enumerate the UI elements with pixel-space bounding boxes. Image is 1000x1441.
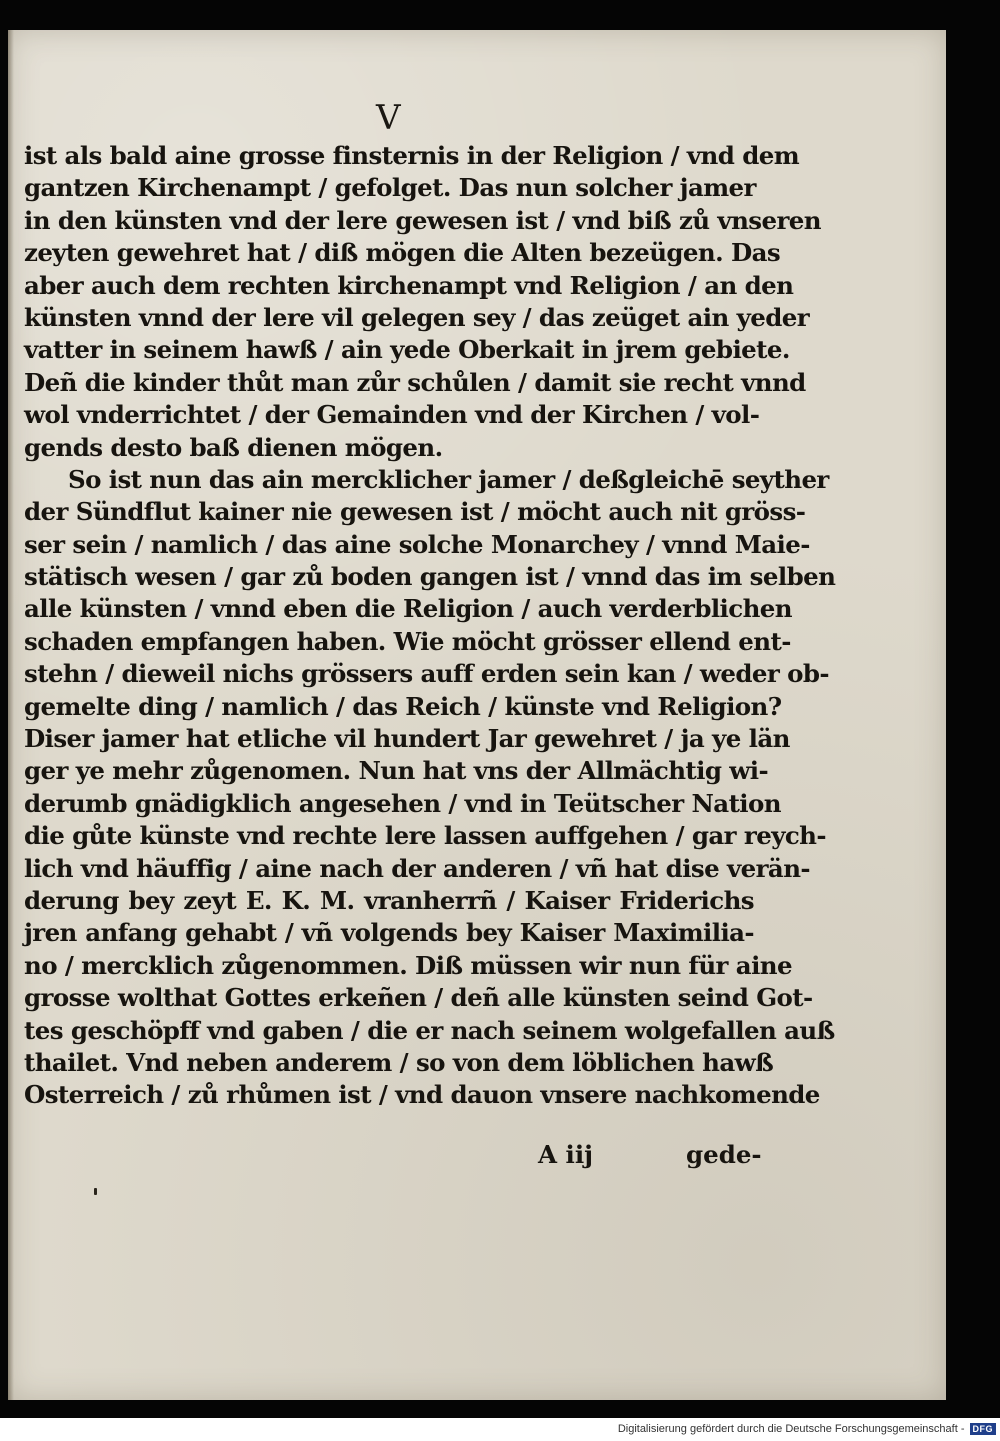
text-line: wol vnderrichtet / der Gemainden vnd der Kirchen / vol- bbox=[24, 400, 760, 430]
text-line: tes geschöpff vnd gaben / die er nach seinem wolgefallen auß bbox=[24, 1015, 835, 1045]
text-line: grosse wolthat Gottes erkeñen / deñ alle künsten seind Got- bbox=[24, 983, 813, 1013]
text-line: thailet. Vnd neben anderem / so von dem löblichen hawß bbox=[24, 1047, 774, 1077]
text-line: die gůte künste vnd rechte lere lassen auffgehen / gar reych- bbox=[24, 821, 826, 851]
text-line: Osterreich / zů rhůmen ist / vnd dauon vnsere nachkomende bbox=[24, 1080, 820, 1110]
text-line: aber auch dem rechten kirchenampt vnd Religion / an den bbox=[24, 270, 794, 300]
text-line: Diser jamer hat etliche vil hundert Jar gewehret / ja ye län bbox=[24, 724, 790, 754]
dfg-logo: DFG bbox=[970, 1423, 997, 1435]
text-line: Deñ die kinder thůt man zůr schůlen / damit sie recht vnnd bbox=[24, 367, 806, 397]
text-line: schaden empfangen haben. Wie möcht grösser ellend ent- bbox=[24, 626, 791, 656]
text-line: in den künsten vnd der lere gewesen ist / vnd biß zů vnseren bbox=[24, 205, 821, 235]
book-page bbox=[8, 30, 946, 1400]
text-line: zeyten gewehret hat / diß mögen die Alten bezeügen. Das bbox=[24, 238, 781, 268]
text-line: gends desto baß dienen mögen. bbox=[24, 432, 443, 462]
text-line: ser sein / namlich / das aine solche Monarchey / vnnd Maie- bbox=[24, 529, 810, 559]
text-line: ger ye mehr zůgenomen. Nun hat vns der Allmächtig wi- bbox=[24, 756, 769, 786]
text-line: vatter in seinem hawß / ain yede Oberkait in jrem gebiete. bbox=[24, 335, 790, 365]
catchword: gede- bbox=[686, 1140, 762, 1169]
text-line: ist als bald aine grosse finsternis in der Religion / vnd dem bbox=[24, 141, 800, 170]
text-line: jren anfang gehabt / vñ volgends bey Kaiser Maximilia- bbox=[24, 918, 754, 948]
text-line: alle künsten / vnnd eben die Religion / auch verderblichen bbox=[24, 594, 792, 624]
page-signature: V bbox=[376, 98, 403, 138]
funding-credit: Digitalisierung gefördert durch die Deutsche Forschungsgemeinschaft - bbox=[617, 1423, 965, 1435]
text-line: stätisch wesen / gar zů boden gangen ist / vnnd das im selben bbox=[24, 562, 836, 592]
page-edge-shadow bbox=[8, 30, 14, 1400]
text-line: derung bey zeyt E. K. M. vranherrñ / Kaiser Friderichs bbox=[24, 885, 754, 915]
text-line: So ist nun das ain mercklicher jamer / deßgleichē seyther bbox=[68, 464, 829, 494]
text-line: stehn / dieweil nichs grössers auff erden sein kan / weder ob- bbox=[24, 659, 829, 689]
ink-speck bbox=[94, 1188, 97, 1195]
text-block bbox=[24, 140, 836, 1112]
text-line: derumb gnädigklich angesehen / vnd in Teütscher Nation bbox=[24, 788, 781, 818]
text-line: no / mercklich zůgenommen. Diß müssen wir nun für aine bbox=[24, 950, 792, 980]
digitization-footer bbox=[618, 1420, 996, 1438]
text-line: der Sündflut kainer nie gewesen ist / möcht auch nit gröss- bbox=[24, 497, 806, 527]
text-line: gemelte ding / namlich / das Reich / künste vnd Religion? bbox=[24, 691, 782, 721]
text-line: künsten vnnd der lere vil gelegen sey / das zeüget ain yeder bbox=[24, 302, 810, 332]
signature-mark: A iij bbox=[538, 1140, 594, 1169]
text-line: gantzen Kirchenampt / gefolget. Das nun solcher jamer bbox=[24, 173, 756, 203]
text-line: lich vnd häuffig / aine nach der anderen / vñ hat dise verän- bbox=[24, 853, 810, 883]
